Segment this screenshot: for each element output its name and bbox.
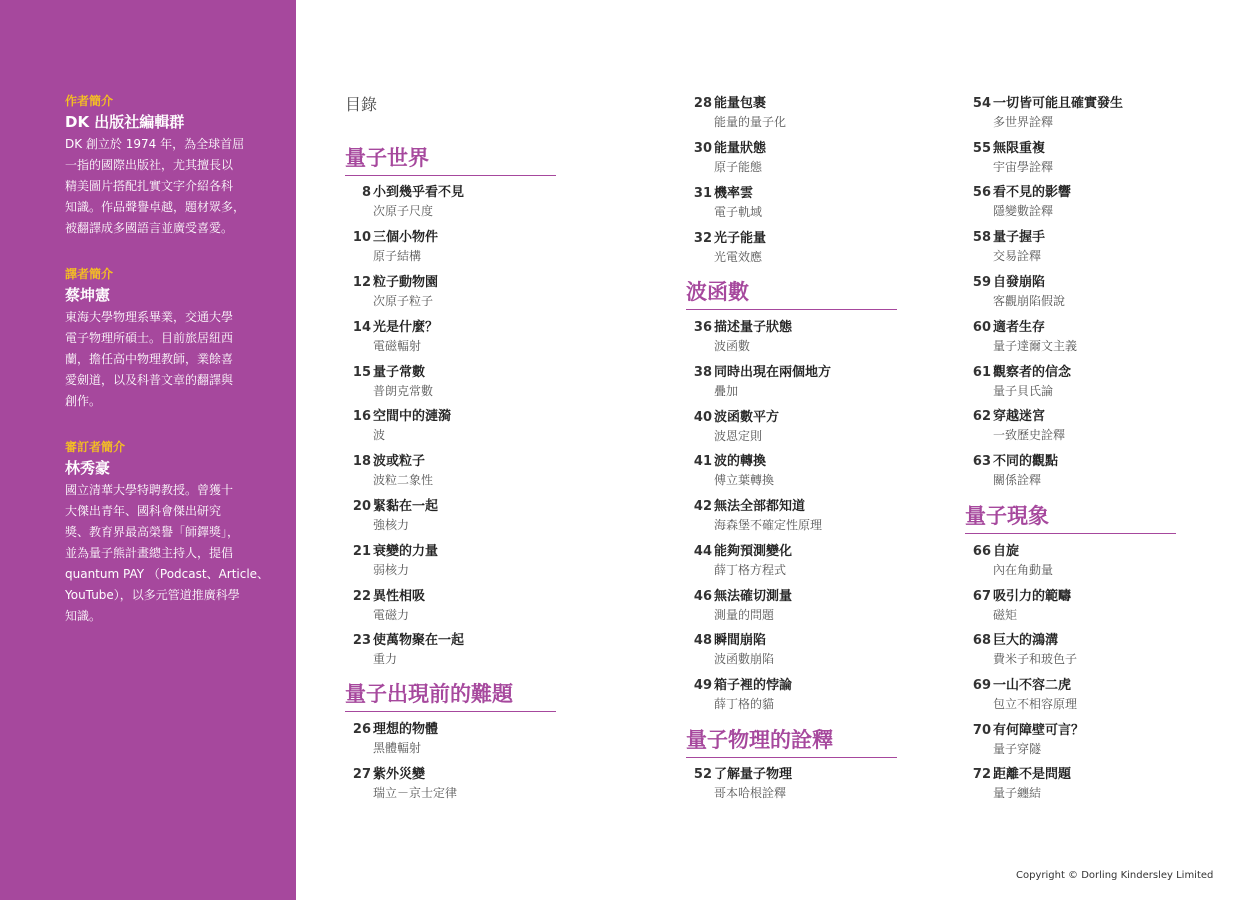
toc-entry[interactable] (345, 407, 565, 447)
toc-entry[interactable] (686, 676, 916, 716)
entry-subtitle: 波 (373, 428, 386, 442)
author-label: 作者簡介 (65, 94, 114, 108)
entry-page: 67 (972, 589, 991, 604)
entry-title: 無限重複 (993, 141, 1046, 156)
entry-page: 69 (972, 678, 991, 693)
entry-page: 44 (693, 544, 712, 559)
entry-subtitle: 內在角動量 (993, 563, 1054, 577)
toc-entry[interactable] (686, 94, 916, 134)
entry-title: 空間中的漣漪 (373, 409, 452, 424)
entry-title: 穿越迷宮 (993, 409, 1046, 424)
author-name: DK 出版社編輯群 (65, 113, 185, 131)
entry-subtitle: 量子纏結 (993, 786, 1042, 800)
toc-entry[interactable] (686, 542, 916, 582)
entry-title: 適者生存 (993, 320, 1046, 335)
entry-subtitle: 包立不相容原理 (993, 697, 1078, 711)
translator-text (65, 307, 265, 412)
entry-subtitle: 哥本哈根詮釋 (714, 786, 787, 800)
section-title: 量子世界 (345, 142, 556, 176)
toc-entry[interactable] (686, 452, 916, 492)
entry-title: 瞬間崩陷 (714, 633, 767, 648)
toc-entry[interactable] (965, 721, 1205, 761)
toc-entry[interactable] (965, 139, 1205, 179)
entry-page: 61 (972, 365, 991, 380)
toc-entry[interactable] (965, 363, 1205, 403)
entry-subtitle: 次原子粒子 (373, 294, 434, 308)
entry-title: 無法確切測量 (714, 589, 793, 604)
entry-title: 一切皆可能且確實發生 (993, 96, 1124, 111)
toc-entry[interactable] (686, 318, 916, 358)
toc-entry[interactable] (965, 765, 1205, 805)
entry-subtitle: 電子軌域 (714, 205, 763, 219)
entry-page: 15 (352, 365, 371, 380)
entry-page: 21 (352, 544, 371, 559)
entry-title: 自發崩陷 (993, 275, 1046, 290)
author-text (65, 134, 265, 239)
entry-subtitle: 測量的問題 (714, 608, 775, 622)
reviewer-name: 林秀豪 (65, 459, 111, 477)
toc-entry[interactable] (345, 228, 565, 268)
entry-title: 不同的觀點 (993, 454, 1059, 469)
entry-subtitle: 薛丁格的貓 (714, 697, 775, 711)
entry-subtitle: 費米子和玻色子 (993, 652, 1078, 666)
toc-entry[interactable] (345, 631, 565, 671)
bio-line: 一指的國際出版社，尤其擅長以 (65, 158, 234, 172)
section-title: 波函數 (686, 276, 897, 310)
entry-page: 18 (352, 454, 371, 469)
entry-subtitle: 海森堡不確定性原理 (714, 518, 823, 532)
entry-subtitle: 一致歷史詮釋 (993, 428, 1066, 442)
entry-subtitle: 強核力 (373, 518, 410, 532)
bio-line: 蘭，擔任高中物理教師，業餘喜 (65, 352, 234, 366)
entry-page: 14 (352, 320, 371, 335)
bio-line: DK 創立於 1974 年，為全球首屈 (65, 137, 245, 151)
entry-subtitle: 原子能態 (714, 160, 763, 174)
entry-title: 緊黏在一起 (373, 499, 439, 514)
entry-subtitle: 重力 (373, 652, 398, 666)
bio-line: quantum PAY （Podcast、Article、 (65, 567, 270, 581)
entry-title: 衰變的力量 (373, 544, 439, 559)
entry-subtitle: 波函數 (714, 339, 751, 353)
entry-subtitle: 傅立葉轉換 (714, 473, 775, 487)
entry-title: 巨大的鴻溝 (993, 633, 1059, 648)
entry-page: 48 (693, 633, 712, 648)
entry-page: 58 (972, 230, 991, 245)
entry-page: 60 (972, 320, 991, 335)
section-title: 量子物理的詮釋 (686, 724, 897, 758)
entry-title: 機率雲 (714, 186, 754, 201)
entry-subtitle: 原子結構 (373, 249, 422, 263)
entry-title: 三個小物件 (373, 230, 439, 245)
entry-subtitle: 波函數崩陷 (714, 652, 775, 666)
toc-entry[interactable] (686, 765, 916, 805)
copyright-notice: Copyright © Dorling Kindersley Limited (1016, 870, 1214, 881)
entry-title: 箱子裡的悖論 (714, 678, 793, 693)
toc-entry[interactable] (345, 273, 565, 313)
entry-subtitle: 波粒二象性 (373, 473, 434, 487)
toc-entry[interactable] (965, 407, 1205, 447)
bio-line: 並為量子熊計畫總主持人，提倡 (65, 546, 234, 560)
entry-title: 波的轉換 (714, 454, 767, 469)
entry-subtitle: 客觀崩陷假說 (993, 294, 1066, 308)
entry-page: 31 (693, 186, 712, 201)
entry-page: 8 (361, 185, 371, 200)
bio-line: 精美圖片搭配扎實文字介紹各科 (65, 179, 234, 193)
entry-title: 同時出現在兩個地方 (714, 365, 832, 380)
entry-title: 波或粒子 (373, 454, 426, 469)
entry-page: 10 (352, 230, 371, 245)
entry-page: 59 (972, 275, 991, 290)
bio-line: 東海大學物理系畢業，交通大學 (65, 310, 234, 324)
entry-page: 32 (693, 231, 712, 246)
entry-page: 40 (693, 410, 712, 425)
toc-entry[interactable] (686, 184, 916, 224)
entry-subtitle: 普朗克常數 (373, 384, 434, 398)
entry-title: 粒子動物園 (373, 275, 439, 290)
entry-subtitle: 關係詮釋 (993, 473, 1042, 487)
toc-entry[interactable] (686, 497, 916, 537)
entry-title: 能量包裹 (714, 96, 767, 111)
entry-page: 27 (352, 767, 371, 782)
entry-subtitle: 能量的量子化 (714, 115, 787, 129)
entry-title: 有何障壁可言？ (993, 723, 1085, 738)
entry-title: 理想的物體 (373, 722, 439, 737)
entry-page: 42 (693, 499, 712, 514)
entry-subtitle: 次原子尺度 (373, 204, 434, 218)
entry-title: 波函數平方 (714, 410, 780, 425)
entry-title: 無法全部都知道 (714, 499, 806, 514)
entry-title: 一山不容二虎 (993, 678, 1072, 693)
entry-title: 了解量子物理 (714, 767, 793, 782)
toc-entry[interactable] (686, 229, 916, 269)
entry-page: 20 (352, 499, 371, 514)
entry-subtitle: 宇宙學詮釋 (993, 160, 1054, 174)
bio-line: 國立清華大學特聘教授。曾獲十 (65, 483, 234, 497)
entry-title: 光子能量 (714, 231, 767, 246)
bio-line: 被翻譯成多國語言並廣受喜愛。 (65, 221, 234, 235)
section-title: 量子現象 (965, 500, 1176, 534)
entry-subtitle: 量子達爾文主義 (993, 339, 1078, 353)
toc-entry[interactable] (965, 676, 1205, 716)
entry-title: 能夠預測變化 (714, 544, 793, 559)
bio-line: 獎、教育界最高榮譽「師鐸獎」， (65, 525, 240, 539)
toc-entry[interactable] (345, 720, 565, 760)
toc-header: 目錄 (345, 95, 378, 114)
entry-subtitle: 光電效應 (714, 250, 763, 264)
translator-label: 譯者簡介 (65, 267, 114, 281)
entry-page: 22 (352, 589, 371, 604)
entry-subtitle: 薛丁格方程式 (714, 563, 787, 577)
toc-entry[interactable] (345, 587, 565, 627)
toc-entry[interactable] (345, 318, 565, 358)
entry-subtitle: 弱核力 (373, 563, 410, 577)
sidebar (0, 0, 296, 900)
entry-page: 23 (352, 633, 371, 648)
toc-entry[interactable] (965, 273, 1205, 313)
toc-entry[interactable] (965, 452, 1205, 492)
entry-page: 30 (693, 141, 712, 156)
entry-page: 28 (693, 96, 712, 111)
entry-title: 吸引力的範疇 (993, 589, 1072, 604)
entry-title: 自旋 (993, 544, 1020, 559)
entry-title: 距離不是問題 (993, 767, 1072, 782)
bio-line: 大傑出青年、國科會傑出研究 (65, 504, 222, 518)
toc-entry[interactable] (686, 139, 916, 179)
entry-title: 量子握手 (993, 230, 1046, 245)
toc-entry[interactable] (345, 452, 565, 492)
bio-line: 知識。 (65, 609, 102, 623)
toc-entry[interactable] (345, 183, 565, 223)
entry-subtitle: 波恩定則 (714, 429, 763, 443)
toc-entry[interactable] (965, 587, 1205, 627)
entry-page: 41 (693, 454, 712, 469)
toc-entry[interactable] (965, 228, 1205, 268)
toc-entry[interactable] (686, 587, 916, 627)
entry-page: 72 (972, 767, 991, 782)
toc-entry[interactable] (345, 765, 565, 805)
toc-entry[interactable] (965, 631, 1205, 671)
entry-page: 55 (972, 141, 991, 156)
entry-page: 16 (352, 409, 371, 424)
entry-page: 36 (693, 320, 712, 335)
entry-title: 異性相吸 (373, 589, 426, 604)
entry-title: 紫外災變 (373, 767, 426, 782)
author-bio (65, 92, 265, 239)
toc-entry[interactable] (686, 631, 916, 671)
bio-line: YouTube），以多元管道推廣科學 (65, 588, 240, 602)
toc-entry[interactable] (345, 497, 565, 537)
section-title: 量子出現前的難題 (345, 678, 556, 712)
entry-page: 26 (352, 722, 371, 737)
entry-page: 49 (693, 678, 712, 693)
entry-page: 12 (352, 275, 371, 290)
entry-page: 63 (972, 454, 991, 469)
toc-entry[interactable] (345, 363, 565, 403)
bio-line: 愛劍道，以及科普文章的翻譯與 (65, 373, 234, 387)
toc-entry[interactable] (686, 408, 916, 448)
reviewer-label: 審訂者簡介 (65, 440, 126, 454)
toc-entry[interactable] (965, 94, 1205, 134)
entry-page: 68 (972, 633, 991, 648)
toc-entry[interactable] (345, 542, 565, 582)
entry-title: 觀察者的信念 (993, 365, 1072, 380)
entry-page: 62 (972, 409, 991, 424)
toc-entry[interactable] (965, 542, 1205, 582)
entry-page: 38 (693, 365, 712, 380)
reviewer-bio (65, 438, 270, 627)
toc-entry[interactable] (965, 318, 1205, 358)
entry-subtitle: 電磁力 (373, 608, 410, 622)
translator-bio (65, 265, 265, 412)
reviewer-text (65, 480, 270, 627)
toc-entry[interactable] (965, 183, 1205, 223)
bio-line: 創作。 (65, 394, 102, 408)
entry-title: 量子常數 (373, 365, 426, 380)
entry-subtitle: 隱變數詮釋 (993, 204, 1054, 218)
entry-subtitle: 多世界詮釋 (993, 115, 1054, 129)
entry-subtitle: 疊加 (714, 384, 739, 398)
entry-page: 70 (972, 723, 991, 738)
entry-subtitle: 黑體輻射 (373, 741, 422, 755)
entry-subtitle: 瑞立－京士定律 (373, 786, 458, 800)
bio-line: 知識。作品聲譽卓越，題材眾多， (65, 200, 246, 214)
bio-line: 電子物理所碩士。目前旅居紐西 (65, 331, 234, 345)
entry-page: 66 (972, 544, 991, 559)
entry-subtitle: 電磁輻射 (373, 339, 422, 353)
entry-title: 使萬物聚在一起 (373, 633, 465, 648)
entry-page: 54 (972, 96, 991, 111)
entry-title: 能量狀態 (714, 141, 767, 156)
entry-title: 光是什麼？ (373, 320, 439, 335)
toc-entry[interactable] (686, 363, 916, 403)
entry-title: 看不見的影響 (993, 185, 1072, 200)
entry-subtitle: 量子貝氏論 (993, 384, 1054, 398)
translator-name: 蔡坤憲 (65, 286, 111, 304)
entry-subtitle: 量子穿隧 (993, 742, 1042, 756)
entry-title: 描述量子狀態 (714, 320, 793, 335)
entry-page: 52 (693, 767, 712, 782)
entry-page: 56 (972, 185, 991, 200)
entry-page: 46 (693, 589, 712, 604)
entry-subtitle: 磁矩 (993, 608, 1018, 622)
entry-subtitle: 交易詮釋 (993, 249, 1042, 263)
entry-title: 小到幾乎看不見 (373, 185, 465, 200)
